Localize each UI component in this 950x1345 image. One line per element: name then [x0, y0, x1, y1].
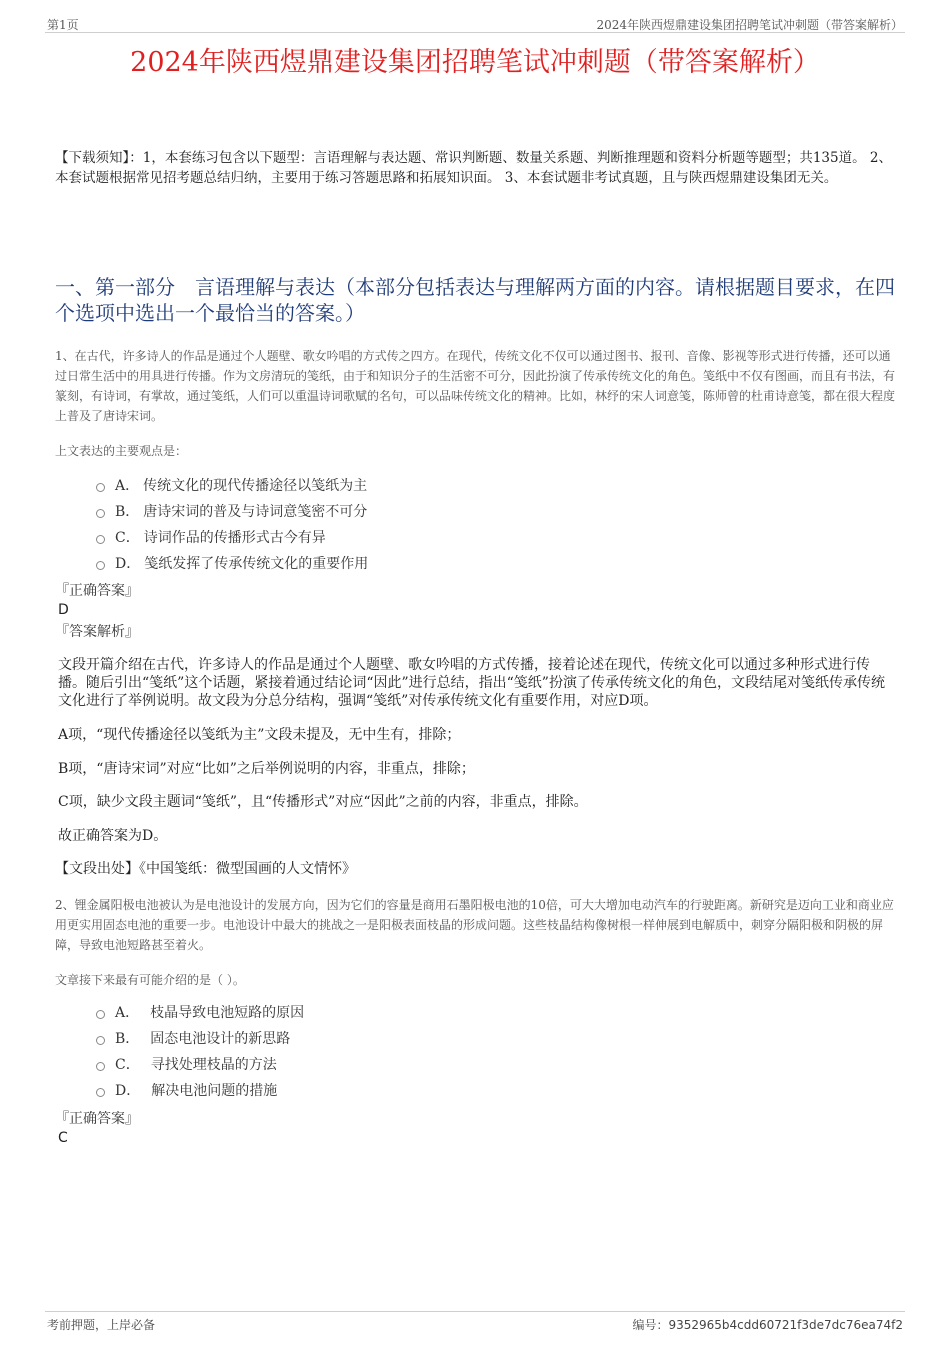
radio-button-icon[interactable]: [96, 483, 105, 492]
footer-slogan: 考前押题，上岸必备: [47, 1318, 156, 1332]
q1-analysis-conclusion: 故正确答案为D。: [58, 828, 168, 844]
radio-button-icon[interactable]: [96, 535, 105, 544]
q1-analysis-main: 文段开篇介绍在古代，许多诗人的作品是通过个人题壁、歌女吟唱的方式传播，接着论述在现代，传统文化可以通过多种形式进行传播。随后引出“笺纸”这个话题，紧接着通过结论词“因此”进行总结，指出“笺纸”扮演了传承传统文化的角色，文段结尾对笺纸传承传统文化进行了举例说明。故文段为分总分结构，强调“笺纸”对传承传统文化有重要作用，对应D项。: [58, 657, 885, 709]
q2-prompt: 文章接下来最有可能介绍的是（ ）。: [55, 973, 245, 987]
q1-analysis-c: C项，缺少文段主题词“笺纸”，且“传播形式”对应“因此”之前的内容，非重点，排除。: [58, 794, 588, 810]
radio-button-icon[interactable]: [96, 1088, 105, 1097]
radio-button-icon[interactable]: [96, 509, 105, 518]
q1-options: [96, 473, 896, 577]
document-code: [632, 1316, 903, 1333]
q1-correct-answer-label: 『正确答案』: [55, 583, 139, 599]
radio-button-icon[interactable]: [96, 561, 105, 570]
q1-analysis-b: B项，“唐诗宋词”对应“比如”之后举例说明的内容，非重点，排除；: [58, 761, 475, 777]
document-code-value: 9352965b4cdd60721f3de7dc76ea74f2: [668, 1318, 903, 1332]
q2-option-d[interactable]: D． 解决电池问题的措施: [96, 1078, 896, 1104]
q1-stem: 1、在古代，许多诗人的作品是通过个人题壁、歌女吟唱的方式传之四方。在现代，传统文化不仅可以通过图书、报刊、音像、影视等形式进行传播，还可以通过日常生活中的用具进行传播。作为文房清玩的笺纸，由于和知识分子的生活密不可分，因此扮演了传承传统文化的角色。笺纸中不仅有图画，而且有书法，有篆刻，有诗词，有掌故，通过笺纸，人们可以重温诗词歌赋的名句，可以品味传统文化的精神。比如，林纾的宋人词意笺，陈师曾的杜甫诗意笺，都在很大程度上普及了唐诗宋词。: [55, 349, 896, 423]
q1-analysis-a: A项，“现代传播途径以笺纸为主”文段未提及，无中生有，排除；: [58, 727, 461, 743]
radio-button-icon[interactable]: [96, 1062, 105, 1071]
q1-option-b[interactable]: B． 唐诗宋词的普及与诗词意笺密不可分: [96, 499, 896, 525]
q1-correct-answer: D: [58, 602, 69, 618]
radio-button-icon[interactable]: [96, 1036, 105, 1045]
q2-option-a[interactable]: A． 枝晶导致电池短路的原因: [96, 1000, 896, 1026]
q2-options: [96, 1000, 896, 1104]
radio-button-icon[interactable]: [96, 1010, 105, 1019]
page-number: 第1页: [47, 18, 79, 32]
q2-option-c[interactable]: C． 寻找处理枝晶的方法: [96, 1052, 896, 1078]
document-code-label: 编号：: [632, 1318, 669, 1332]
page-footer: [45, 1311, 905, 1332]
header-doc-title: 2024年陕西煜鼎建设集团招聘笔试冲刺题（带答案解析）: [596, 18, 903, 32]
download-notice: 【下载须知】：1，本套练习包含以下题型：言语理解与表达题、常识判断题、数量关系题、判断推理题和资料分析题等题型；共135道。 2、本套试题根据常见招考题总结归纳，主要用于练习答题思路和拓展知识面。 3、本套试题非考试真题，且与陕西煜鼎建设集团无关。: [55, 150, 892, 186]
q1-option-a[interactable]: A． 传统文化的现代传播途径以笺纸为主: [96, 473, 896, 499]
q2-correct-answer-label: 『正确答案』: [55, 1111, 139, 1127]
q2-correct-answer: C: [58, 1130, 68, 1146]
q1-prompt: 上文表达的主要观点是：: [55, 444, 188, 458]
section-title: 一、第一部分 言语理解与表达（本部分包括表达与理解两方面的内容。请根据题目要求，在四个选项中选出一个最恰当的答案。）: [55, 275, 895, 325]
q1-option-c[interactable]: C． 诗词作品的传播形式古今有异: [96, 525, 896, 551]
q2-stem: 2、锂金属阳极电池被认为是电池设计的发展方向，因为它们的容量是商用石墨阳极电池的10倍，可大大增加电动汽车的行驶距离。新研究是迈向工业和商业应用更实用固态电池的重要一步。电池设计中最大的挑战之一是阳极表面枝晶的形成问题。这些枝晶结构像树根一样伸展到电解质中，刺穿分隔阳极和阴极的屏障，导致电池短路甚至着火。: [55, 898, 894, 952]
q1-source: 【文段出处】《中国笺纸：微型国画的人文情怀》: [55, 861, 356, 877]
q1-option-d[interactable]: D． 笺纸发挥了传承传统文化的重要作用: [96, 551, 896, 577]
document-title: 2024年陕西煜鼎建设集团招聘笔试冲刺题（带答案解析）: [130, 47, 820, 78]
page-header: [45, 14, 905, 33]
q2-option-b[interactable]: B． 固态电池设计的新思路: [96, 1026, 896, 1052]
q1-analysis-label: 『答案解析』: [55, 624, 139, 640]
